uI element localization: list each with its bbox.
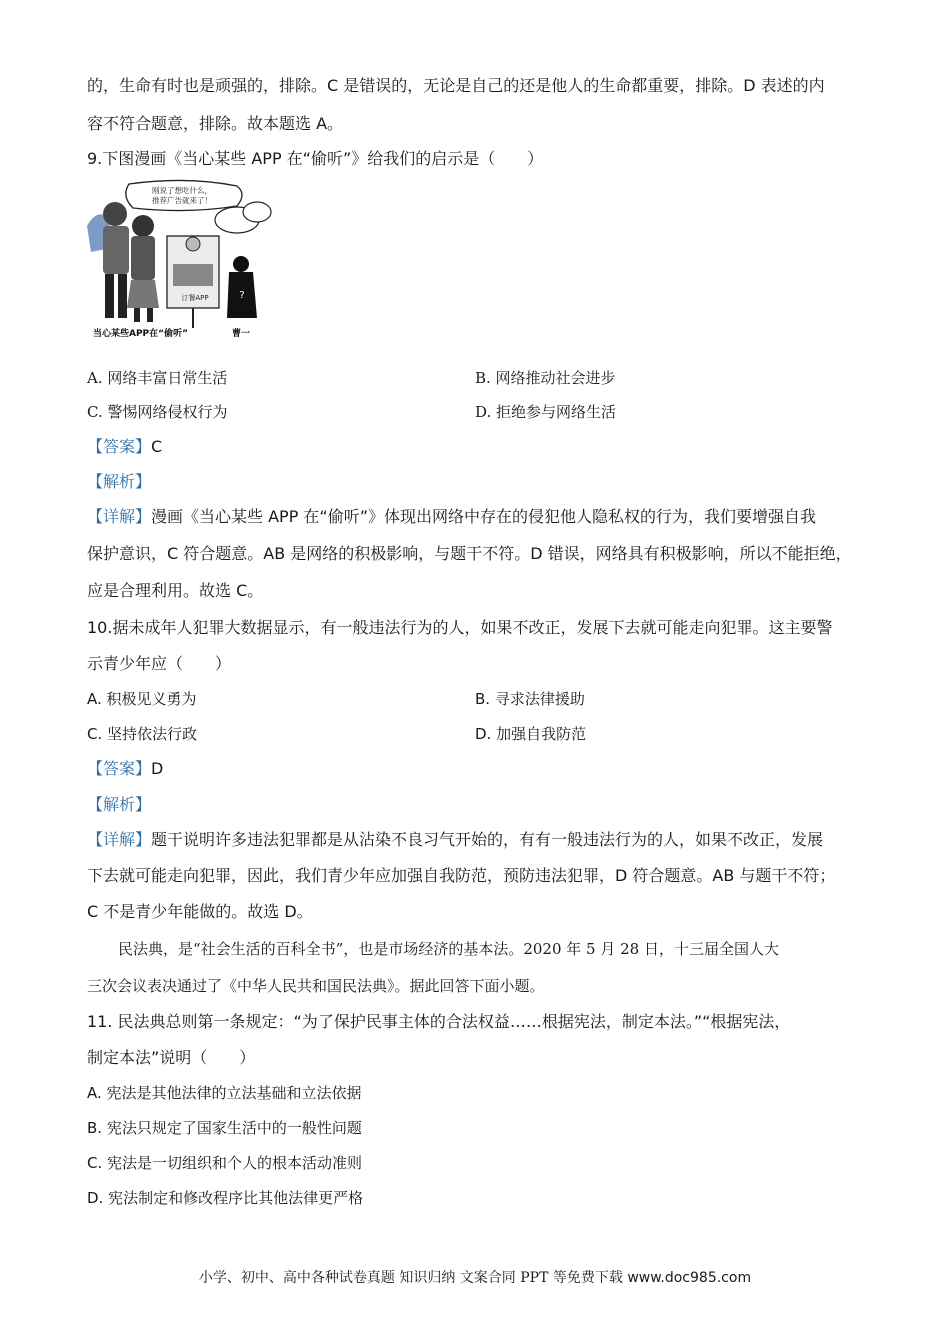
comic-bubble-text-2: 推荐广告就来了！ [152,196,212,205]
text-line: 保护意识，C 符合题意。AB 是网络的积极影响，与题干不符。D 错误，网络具有积极影响，所以不能拒绝， [87,544,852,563]
text-line: 容不符合题意，排除。故本题选 A。 [87,114,344,133]
question-11-stem-2: 制定本法”说明（ ） [87,1048,256,1067]
text-line: 的，生命有时也是顽强的，排除。C 是错误的，无论是自己的还是他人的生命都重要，排除。D 表述的内 [87,76,825,95]
q10-option-c: C. 坚持依法行政 [87,725,198,743]
answer-value: D [151,759,164,778]
text-line: 下去就可能走向犯罪，因此，我们青少年应加强自我防范，预防违法犯罪，D 符合题意。AB 与题干不符； [87,866,836,885]
q11-option-c: C. 宪法是一切组织和个人的根本活动准则 [87,1154,363,1172]
q10-detail [87,829,823,851]
answer-value: C [151,437,163,456]
footer-link[interactable]: www.doc985.com [627,1270,752,1286]
answer-tag: 【答案】 [87,759,152,778]
comic-sign-text: 订餐APP [181,294,209,302]
text-line: 应是合理利用。故选 C。 [87,581,264,600]
answer-tag: 【答案】 [87,437,152,456]
detail-text: 漫画《当心某些 APP 在“偷听”》体现出网络中存在的侵犯他人隐私权的行为，我们要增强自我 [151,507,817,526]
q11-option-b: B. 宪法只规定了国家生活中的一般性问题 [87,1119,362,1137]
text-line: C 不是青少年能做的。故选 D。 [87,902,313,921]
q9-option-c: C. 警惕网络侵权行为 [87,403,228,421]
q9-option-d: D. 拒绝参与网络生活 [475,403,617,421]
q11-option-a: A. 宪法是其他法律的立法基础和立法依据 [87,1084,362,1102]
q10-option-a: A. 积极见义勇为 [87,690,197,708]
svg-text:?: ? [239,290,245,301]
q10-analysis-tag: 【解析】 [87,795,152,814]
page-footer [0,1268,950,1288]
q9-option-b: B. 网络推动社会进步 [475,369,616,387]
q10-option-b: B. 寻求法律援助 [475,690,585,708]
footer-text: 小学、初中、高中各种试卷真题 知识归纳 文案合同 PPT 等免费下载 [198,1270,623,1286]
detail-tag: 【详解】 [87,507,152,526]
passage-intro-2: 三次会议表决通过了《中华人民共和国民法典》。据此回答下面小题。 [87,977,545,995]
comic-bubble-text: 刚说了想吃什么， [152,186,212,195]
comic-caption: 当心某些APP在“偷听” [93,329,188,339]
q9-answer [87,436,162,458]
q9-option-a: A. 网络丰富日常生活 [87,369,228,387]
comic-illustration [87,178,275,340]
question-10-stem: 10.据未成年人犯罪大数据显示，有一般违法行为的人，如果不改正，发展下去就可能走向犯罪。这主要警 [87,618,833,637]
detail-tag: 【详解】 [87,830,152,849]
q10-option-d: D. 加强自我防范 [475,725,587,743]
q9-analysis-tag: 【解析】 [87,472,152,491]
question-9-stem: 9.下图漫画《当心某些 APP 在“偷听”》给我们的启示是（ ） [87,149,544,168]
passage-intro: 民法典，是“社会生活的百科全书”，也是市场经济的基本法。2020 年 5 月 28 日，十三届全国人大 [118,940,779,958]
q11-option-d: D. 宪法制定和修改程序比其他法律更严格 [87,1189,364,1207]
q9-detail [87,506,816,528]
comic-author: 曹一 [232,329,251,339]
detail-text: 题干说明许多违法犯罪都是从沾染不良习气开始的，有有一般违法行为的人，如果不改正，发展 [151,830,824,849]
q10-answer [87,758,163,780]
question-11-stem: 11. 民法典总则第一条规定：“为了保护民事主体的合法权益……根据宪法，制定本法。”“根据宪法， [87,1012,791,1031]
question-10-stem-2: 示青少年应（ ） [87,654,232,673]
